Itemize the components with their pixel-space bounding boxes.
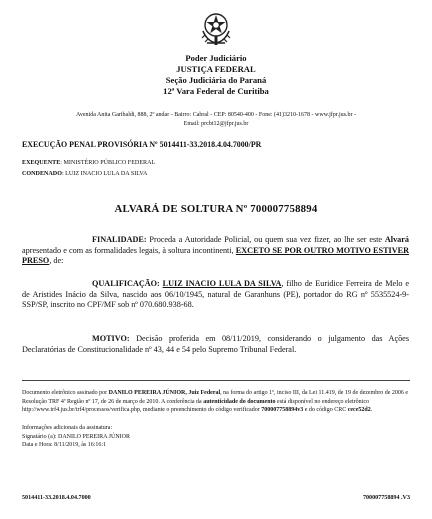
motivo-paragraph	[22, 334, 409, 355]
condenado-label: CONDENADO	[22, 171, 62, 177]
info-datetime: Data e Hora: 8/11/2019, às 16:16:1	[22, 442, 107, 449]
case-heading: EXECUÇÃO PENAL PROVISÓRIA Nº 5014411-33.2018.4.04.7000/PR	[22, 140, 262, 149]
header-court: 12ª Vara Federal de Curitiba	[163, 86, 269, 96]
person-name: LUIZ INACIO LULA DA SILVA	[162, 279, 282, 288]
footer-divider	[22, 380, 410, 381]
authenticity-label: autenticidade do documento	[203, 398, 276, 405]
footer-document-code: 700007758894 .V3	[362, 495, 410, 501]
notice-text-2: , na forma do artigo 1º, inciso III, da Lei 11.419, de 19 de dezembro de 2006 e Resolução TRF 4ª Região nº 17, de 26 de março de 2010. A conferência da	[22, 390, 409, 405]
qualificacao-label: QUALIFICAÇÃO:	[92, 279, 160, 288]
condenado-line	[22, 171, 147, 177]
notice-text-5: .	[370, 407, 373, 414]
signer-name: DANILO PEREIRA JÚNIOR, Juiz Federal	[108, 390, 221, 396]
email-line: Email: prcbt12@jfpr.jus.br	[183, 120, 249, 127]
motivo-label: MOTIVO:	[92, 334, 130, 343]
notice-text: Documento eletrônico assinado por	[22, 390, 109, 396]
notice-text-4: e do código CRC	[303, 407, 348, 414]
document-title: ALVARÁ DE SOLTURA Nº 700007758894	[114, 203, 318, 215]
header-justice: JUSTIÇA FEDERAL	[176, 64, 256, 74]
exequente-line	[22, 160, 155, 166]
verifier-code: 700007758894v3	[261, 407, 304, 414]
header-judiciary: Poder Judiciário	[185, 53, 247, 63]
alvara-word: Alvará	[384, 235, 409, 244]
finalidade-text: Proceda a Autoridade Policial, ou quem sua vez fizer, ao lhe ser este	[146, 235, 385, 244]
info-heading: Informações adicionais da assinatura:	[22, 425, 113, 431]
signature-info	[22, 424, 130, 450]
coat-of-arms-icon	[199, 9, 233, 47]
qualificacao-text: , filho de Euridice Ferreira de Melo e de Aristides Inácio da Silva, nascido aos 06/10/1945, natural de Garanhuns (PE), portador do RG nº 5535524-9-SSP/SP, inscrito no CPF/MF sob nº 070.680.938-68.	[22, 279, 410, 309]
footer-process-number: 5014411-33.2018.4.04.7000	[22, 495, 91, 501]
finalidade-label: FINALIDADE:	[92, 235, 147, 244]
signature-notice	[22, 389, 412, 415]
qualificacao-paragraph	[22, 279, 409, 311]
crc-code: cece52d2	[347, 407, 371, 414]
exequente-label: EXEQUENTE	[22, 160, 61, 166]
motivo-text: Decisão proferida em 08/11/2019, considerando o julgamento das Ações Declaratórias de Constitucionalidade nº 43, 44 e 54 pelo Supremo Tribunal Federal.	[22, 334, 409, 354]
finalidade-paragraph	[22, 235, 409, 267]
condenado-value: : LUIZ INACIO LULA DA SILVA	[61, 171, 148, 177]
court-address	[28, 111, 404, 128]
exequente-value: : MINISTÉRIO PÚBLICO FEDERAL	[60, 160, 156, 166]
header-section: Seção Judiciária do Paraná	[165, 75, 267, 85]
info-signer: Signatário (a): DANILO PEREIRA JÚNIOR	[22, 433, 130, 440]
finalidade-text-3: , de:	[49, 256, 64, 265]
finalidade-text-2: apresentado e com as formalidades legais, à soltura incontinenti,	[22, 245, 236, 255]
address-line: Avenida Anita Garibaldi, 888, 2º andar - Bairro: Cabral - CEP: 80540-400 - Fone: (41)3210-1678 - www.jfpr.jus.br -	[76, 112, 356, 118]
exceto-clause: EXCETO SE POR OUTRO MOTIVO ESTIVER PRESO	[22, 245, 410, 265]
notice-text-3: está disponível no endereço eletrônico http://www.trf4.jus.br/trf4/processos/verifica.php, mediante o preenchimento do código verificador	[22, 398, 370, 414]
